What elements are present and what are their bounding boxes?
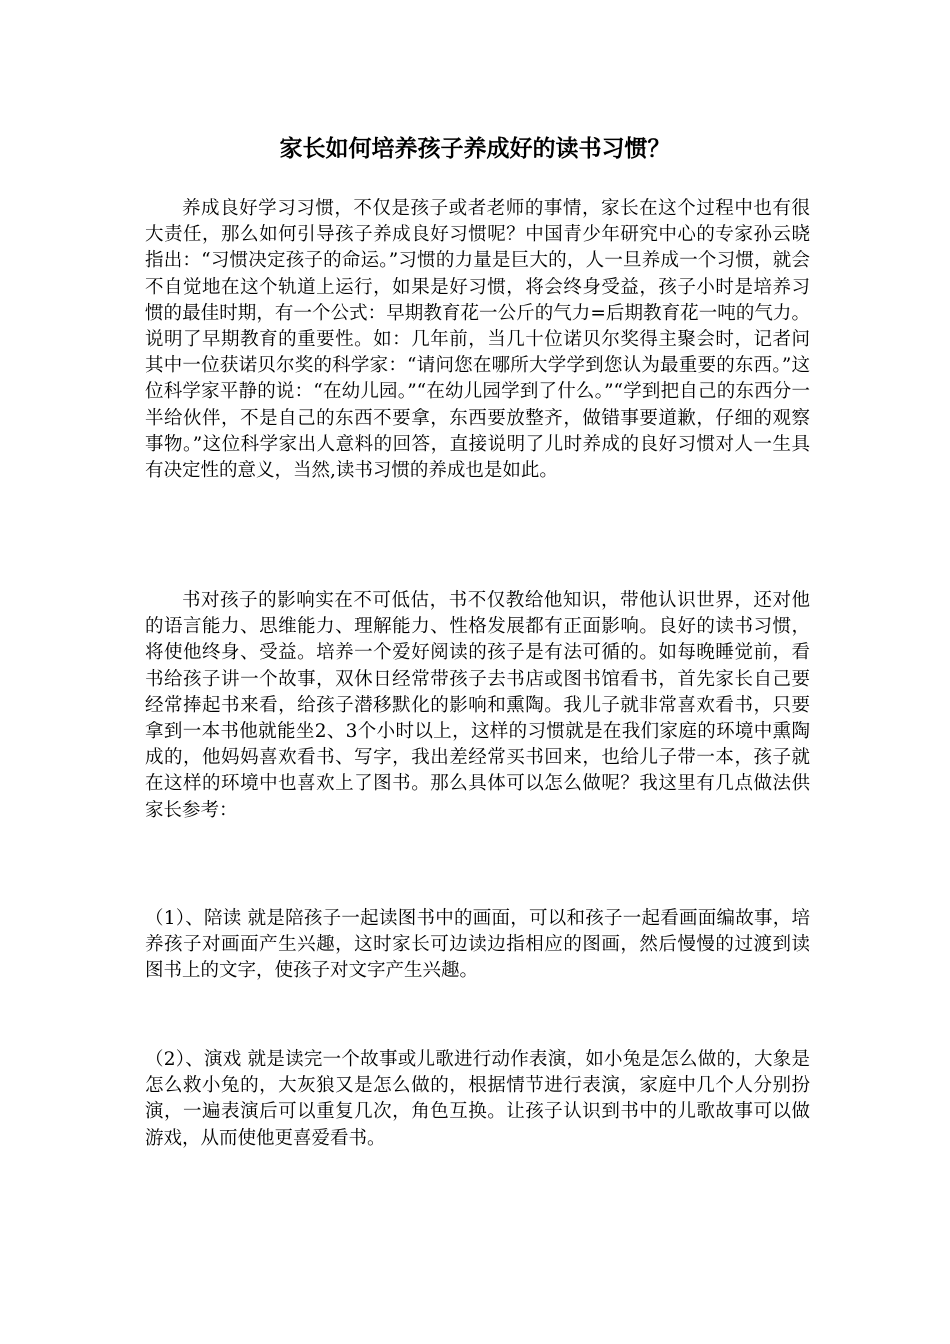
paragraph-intro: 养成良好学习习惯，不仅是孩子或者老师的事情，家长在这个过程中也有很大责任，那么如何引导孩子养成良好习惯呢？中国青少年研究中心的专家孙云晓指出：“习惯决定孩子的命运。”习惯的力量是巨大的，人一旦养成一个习惯，就会不自觉地在这个轨道上运行，如果是好习惯，将会终身受益，孩子小时是培养习惯的最佳时期，有一个公式：早期教育花一公斤的气力=后期教育花一吨的气力。说明了早期教育的重要性。如：几年前，当几十位诺贝尔奖得主聚会时，记者问其中一位获诺贝尔奖的科学家：“请问您在哪所大学学到您认为最重要的东西。”这位科学家平静的说：“在幼儿园。”“在幼儿园学到了什么。”“学到把自己的东西分一半给伙伴，不是自己的东西不要拿，东西要放整齐，做错事要道歉，仔细的观察事物。”这位科学家出人意料的回答，直接说明了儿时养成的良好习惯对人一生具有决定性的意义，当然,读书习惯的养成也是如此。 bbox=[145, 198, 810, 482]
paragraph-method-acting: （2）、演戏 就是读完一个故事或儿歌进行动作表演，如小兔是怎么做的，大象是怎么救小兔的，大灰狼又是怎么做的，根据情节进行表演，家庭中几个人分别扮演，一遍表演后可以重复几次，角色互换。让孩子认识到书中的儿歌故事可以做游戏，从而使他更喜爱看书。 bbox=[145, 1049, 810, 1149]
paragraph-book-influence: 书对孩子的影响实在不可低估，书不仅教给他知识，带他认识世界，还对他的语言能力、思维能力、理解能力、性格发展都有正面影响。良好的读书习惯，将使他终身、受益。培养一个爱好阅读的孩子是有法可循的。如每晚睡觉前，看书给孩子讲一个故事，双休日经常带孩子去书店或图书馆看书，首先家长自己要经常捧起书来看，给孩子潜移默化的影响和熏陶。我儿子就非常喜欢看书，只要拿到一本书他就能坐2、3个小时以上，这样的习惯就是在我们家庭的环境中熏陶成的，他妈妈喜欢看书、写字，我出差经常买书回来，也给儿子带一本，孩子就在这样的环境中也喜欢上了图书。那么具体可以怎么做呢？我这里有几点做法供家长参考： bbox=[145, 590, 810, 821]
paragraph-method-accompany-reading: （1）、陪读 就是陪孩子一起读图书中的画面，可以和孩子一起看画面编故事，培养孩子对画面产生兴趣，这时家长可边读边指相应的图画，然后慢慢的过渡到读图书上的文字，使孩子对文字产生兴趣。 bbox=[145, 908, 810, 982]
document-title: 家长如何培养孩子养成好的读书习惯？ bbox=[279, 135, 671, 162]
